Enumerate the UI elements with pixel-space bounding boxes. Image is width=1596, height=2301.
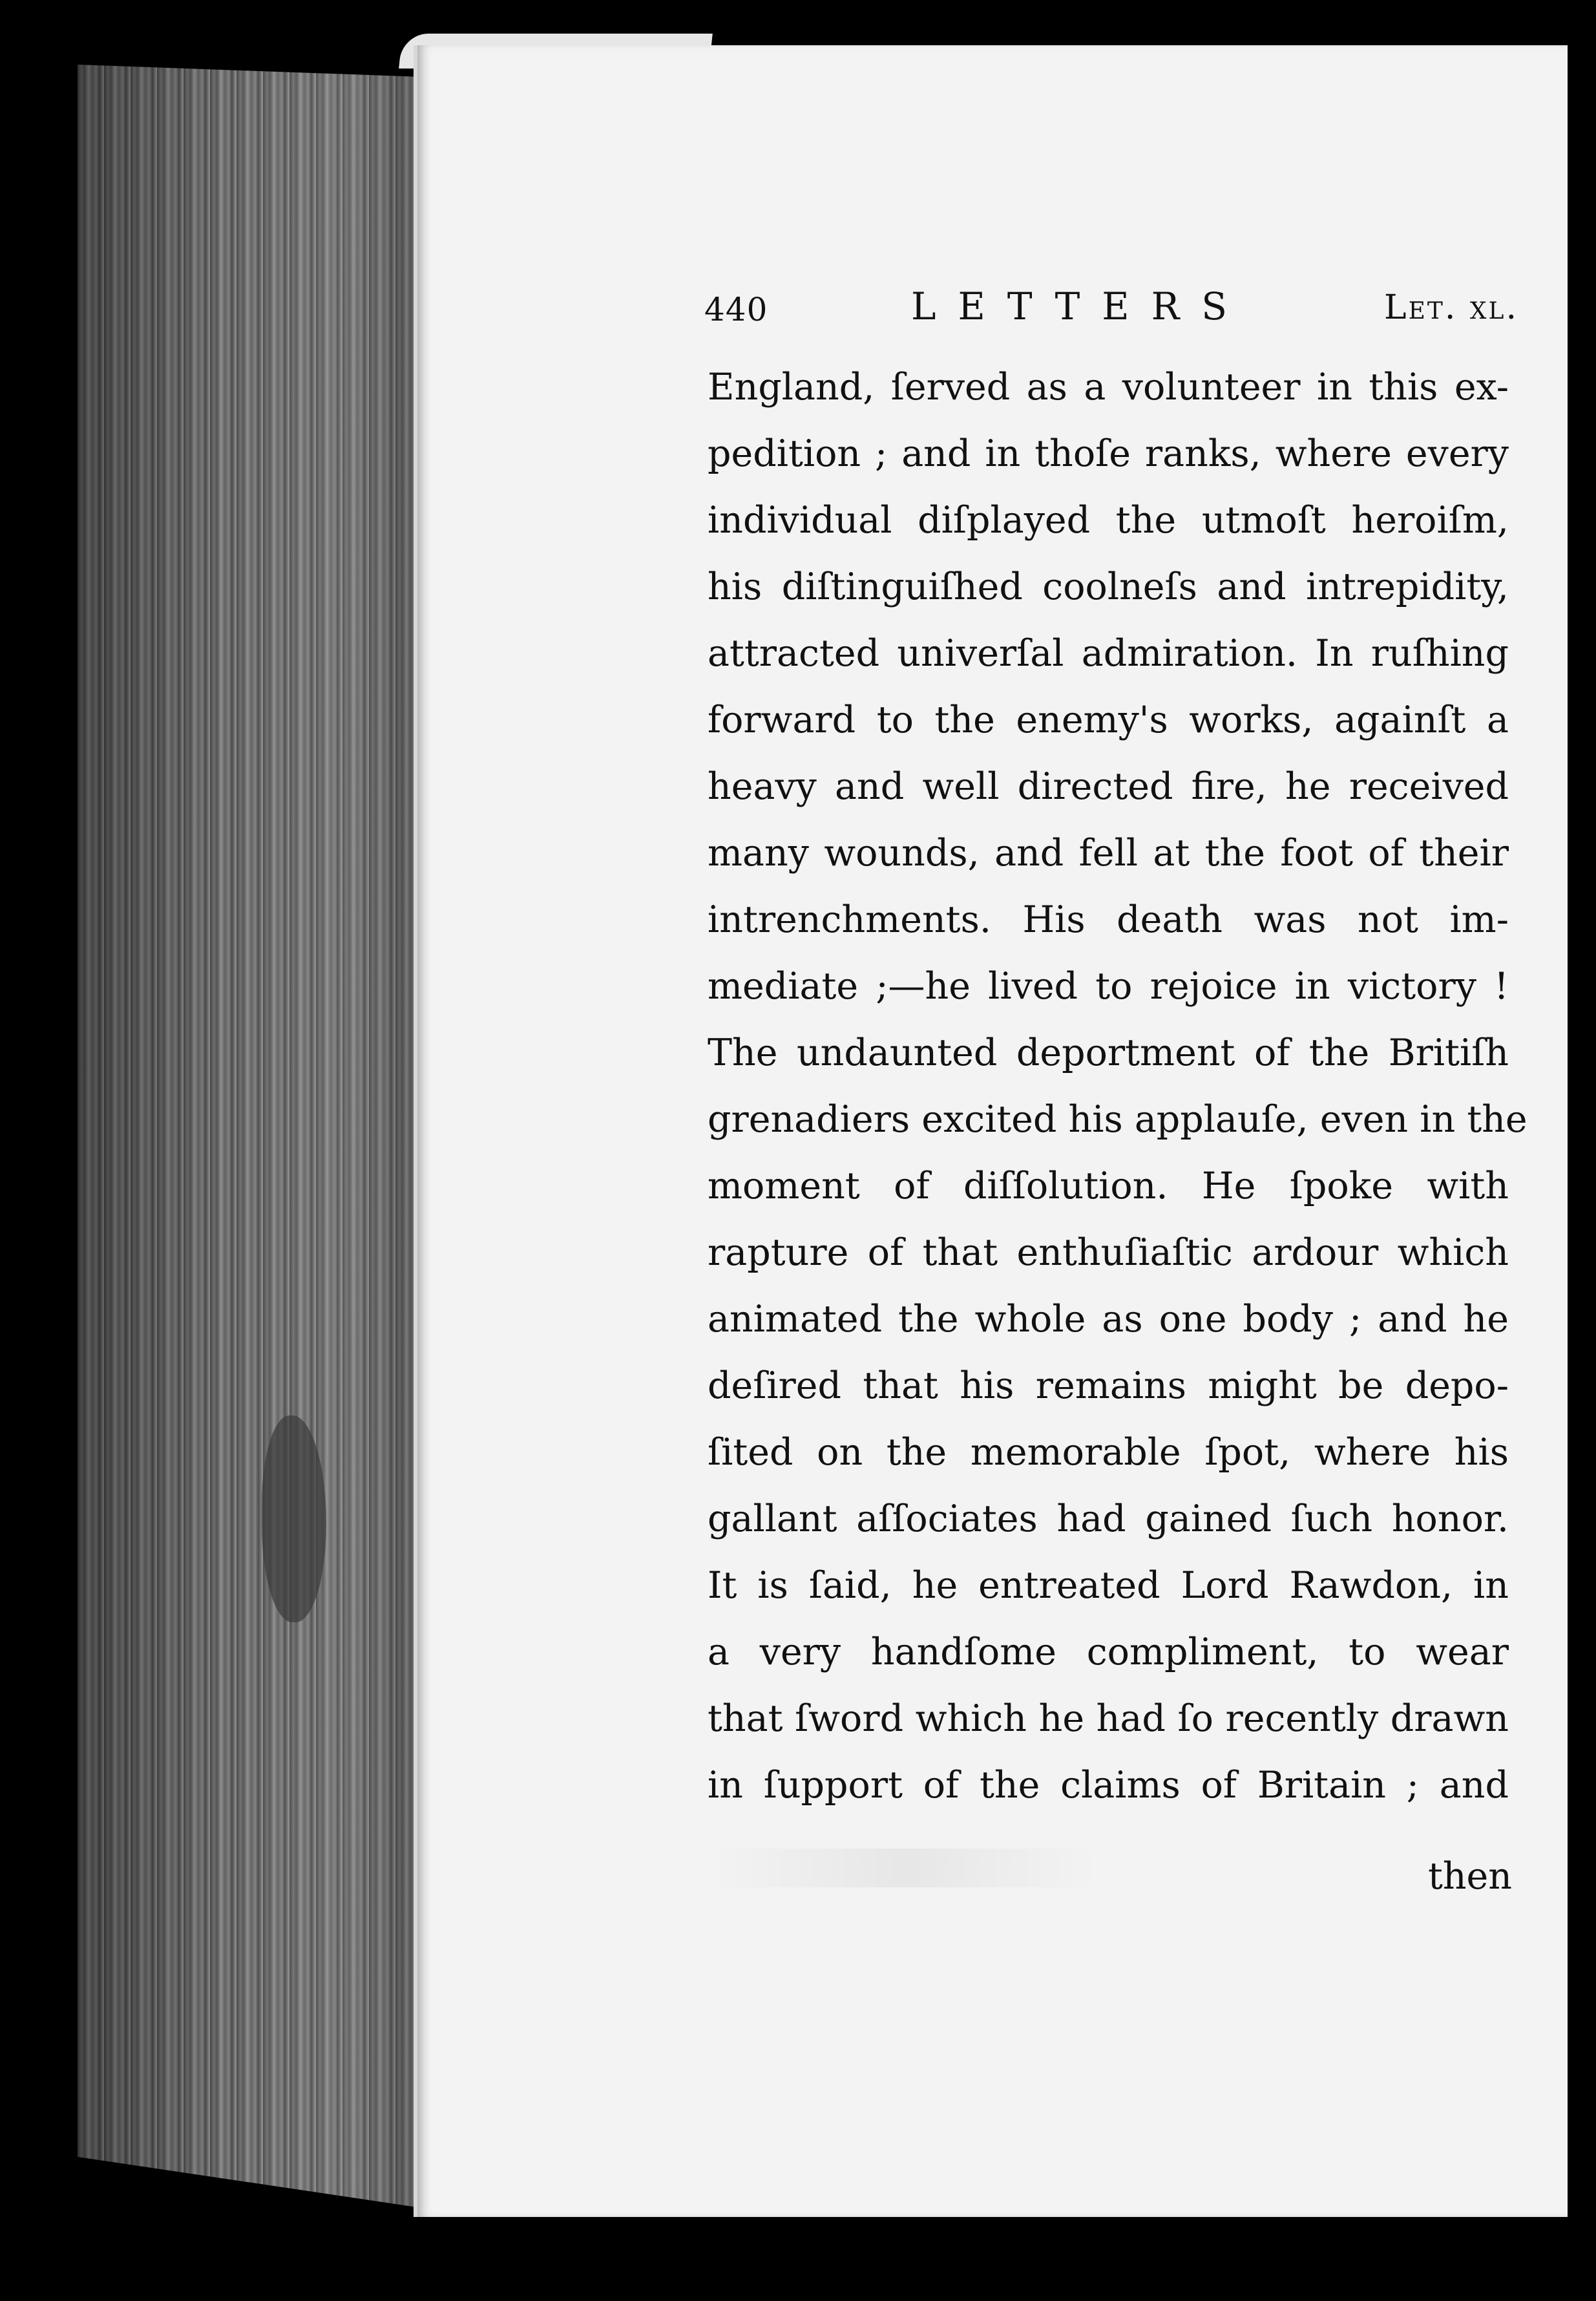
- text-line: attracted univerſal admiration. In ruſhing: [708, 632, 1509, 675]
- running-title: LETTERS: [911, 284, 1250, 328]
- text-line: deſired that his remains might be depo-: [708, 1364, 1509, 1407]
- fore-edge-shadow: [78, 65, 439, 2211]
- text-line: gallant aſſociates had gained ſuch honor.: [708, 1498, 1509, 1540]
- text-line: in ſupport of the claims of Britain ; and: [708, 1764, 1509, 1807]
- text-line: a very handſome compliment, to wear: [708, 1631, 1509, 1673]
- text-line: ſited on the memorable ſpot, where his: [708, 1431, 1509, 1474]
- page-number: 440: [704, 291, 768, 328]
- text-line: rapture of that enthuſiaſtic ardour which: [708, 1231, 1509, 1274]
- text-line: forward to the enemy's works, againſt a: [708, 699, 1509, 741]
- text-line: mediate ;—he lived to rejoice in victory !: [708, 965, 1509, 1008]
- text-line: heavy and well directed fire, he received: [708, 765, 1509, 808]
- running-header: [704, 284, 1518, 336]
- letter-reference: Let. xl.: [1384, 288, 1518, 327]
- text-line: that ſword which he had ſo recently drawn: [708, 1697, 1509, 1740]
- text-line: many wounds, and fell at the foot of their: [708, 832, 1509, 875]
- catchword: then: [1427, 1855, 1512, 1898]
- ink-show-through: [711, 1849, 1098, 1887]
- text-line: England, ſerved as a volunteer in this ex-: [708, 366, 1509, 408]
- body-text: [708, 354, 1528, 1819]
- text-line: grenadiers excited his applauſe, even in the: [708, 1098, 1528, 1141]
- text-line: pedition ; and in thoſe ranks, where every: [708, 432, 1509, 475]
- text-line: It is ſaid, he entreated Lord Rawdon, in: [708, 1564, 1509, 1607]
- text-line: individual diſplayed the utmoſt heroiſm,: [708, 499, 1509, 542]
- text-line: The undaunted deportment of the Britiſh: [708, 1032, 1509, 1074]
- text-line: animated the whole as one body ; and he: [708, 1298, 1509, 1341]
- text-line: intrenchments. His death was not im-: [708, 898, 1509, 941]
- text-line: moment of diſſolution. He ſpoke with: [708, 1165, 1509, 1207]
- text-line: his diſtinguiſhed coolneſs and intrepidity,: [708, 566, 1509, 608]
